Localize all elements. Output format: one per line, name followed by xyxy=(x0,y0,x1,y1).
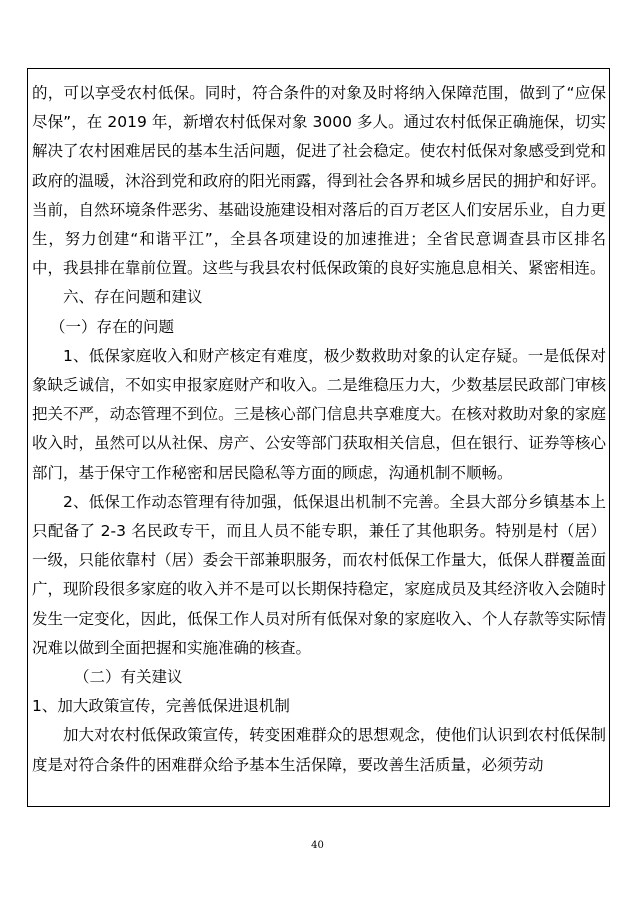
subheading-existing-problems: （一）存在的问题 xyxy=(50,317,175,336)
paragraph-suggestion-1: 加大对农村低保政策宣传，转变困难群众的思想观念，使他们认识到农村低保制度是对符合条件的困难群众给予基本生活保障，要改善生活质量，必须劳动 xyxy=(32,726,606,774)
page-number: 40 xyxy=(311,840,324,851)
document-content-frame xyxy=(27,68,610,807)
paragraph-problem-2: 2、低保工作动态管理有待加强，低保退出机制不完善。全县大部分乡镇基本上只配备了 2-3 名民政专干，而且人员不能专职，兼任了其他职务。特别是村（居）一级，只能依靠村（居）委会干部兼职服务，而农村低保工作量大，低保人群覆盖面广，现阶段很多家庭的收入并不是可以长期保持稳定，家庭成员及其经济收入会随时发生一定变化，因此，低保工作人员对所有低保对象的家庭收入、个人存款等实际情况难以做到全面把握和实施准确的核查。 xyxy=(32,492,606,657)
paragraph-problem-1: 1、低保家庭收入和财产核定有难度，极少数救助对象的认定存疑。一是低保对象缺乏诚信，不如实申报家庭财产和收入。二是维稳压力大，少数基层民政部门审核把关不严，动态管理不到位。三是核心部门信息共享难度大。在核对救助对象的家庭收入时，虽然可以从社保、房产、公安等部门获取相关信息，但在银行、证券等核心部门，基于保守工作秘密和居民隐私等方面的顾虑，沟通机制不顺畅。 xyxy=(32,346,606,482)
subheading-suggestions: （二）有关建议 xyxy=(74,668,183,687)
section-heading-problems-and-suggestions: 六、存在问题和建议 xyxy=(63,288,203,307)
suggestion-heading-1: 1、加大政策宣传，完善低保进退机制 xyxy=(32,697,290,716)
paragraph-rural-subsistence-results: 的，可以享受农村低保。同时，符合条件的对象及时将纳入保障范围，做到了“应保尽保”，在 2019 年，新增农村低保对象 3000 多人。通过农村低保正确施保，切实解决了农村困难居民的基本生活问题，促进了社会稳定。使农村低保对象感受到党和政府的温暖，沐浴到党和政府的阳光雨露，得到社会各界和城乡居民的拥护和好评。当前，自然环境条件恶劣、基础设施建设相对落后的百万老区人们安居乐业，自力更生，努力创建“和谐平江”，全县各项建设的加速推进；全省民意调查县市区排名中，我县排在靠前位置。这些与我县农村低保政策的良好实施息息相关、紧密相连。 xyxy=(32,84,606,278)
